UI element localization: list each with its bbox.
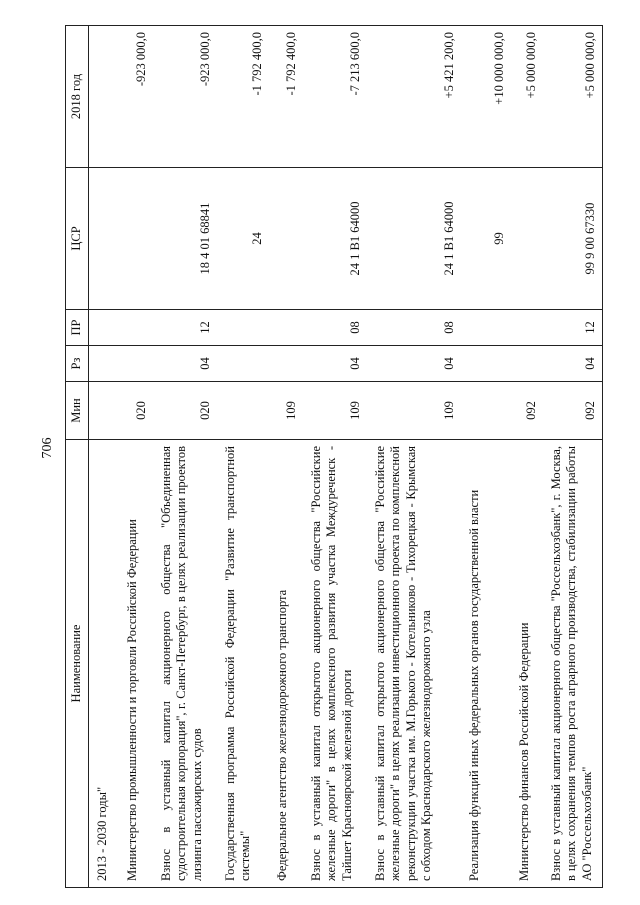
row-sum: +5 000 000,0 [543,26,603,168]
table-row [217,26,269,888]
row-pr [89,310,119,346]
row-csr: 18 4 01 68841 [153,168,217,310]
row-pr: 08 [367,310,461,346]
row-min: 109 [303,382,367,440]
row-rz [119,346,153,382]
row-csr [511,168,543,310]
row-pr: 12 [543,310,603,346]
row-name: Взнос в уставный капитал акционерного общества "Объединенная судостроительная корпорация", г. Санкт-Петербург, в целях реализации проектов лизинга пассажирских судов [153,440,217,888]
row-pr: 08 [303,310,367,346]
budget-table [65,25,603,888]
row-sum: +10 000 000,0 [461,26,511,168]
row-sum: -1 792 400,0 [217,26,269,168]
header-csr: ЦСР [66,168,89,310]
row-sum: +5 000 000,0 [511,26,543,168]
row-csr: 24 [217,168,269,310]
row-min: 092 [543,382,603,440]
row-name: 2013 - 2030 годы" [89,440,119,888]
row-rz [269,346,303,382]
header-rz: Рз [66,346,89,382]
row-rz: 04 [303,346,367,382]
budget-table-container [65,26,598,888]
row-pr [461,310,511,346]
table-row [461,26,511,888]
row-pr: 12 [153,310,217,346]
header-min: Мин [66,382,89,440]
header-year: 2018 год [66,26,89,168]
row-min [217,382,269,440]
row-min: 092 [511,382,543,440]
row-sum: -1 792 400,0 [269,26,303,168]
row-rz: 04 [543,346,603,382]
row-name: Взнос в уставный капитал открытого акционерного общества "Российские железные дороги" в целях реализации инвестиционного проекта по комплексной реконструкции участка им. М.Горького - Котельниково - Тихорецкая - Крымская с обходом Краснодарского железнодорожного узла [367,440,461,888]
row-rz [217,346,269,382]
row-csr: 99 [461,168,511,310]
row-min: 020 [119,382,153,440]
table-row [367,26,461,888]
table-row [511,26,543,888]
row-sum [89,26,119,168]
row-min [89,382,119,440]
row-sum: -7 213 600,0 [303,26,367,168]
row-rz [511,346,543,382]
row-pr [511,310,543,346]
row-rz [461,346,511,382]
row-sum: -923 000,0 [153,26,217,168]
table-row [543,26,603,888]
rotated-page [60,0,640,905]
row-name: Взнос в уставный капитал открытого акционерного общества "Российские железные дороги" в целях комплексного развития участка Междуреченск - Тайшет Красноярской железной дороги [303,440,367,888]
row-csr: 24 1 В1 64000 [303,168,367,310]
row-sum: +5 421 200,0 [367,26,461,168]
row-min [461,382,511,440]
row-min: 020 [153,382,217,440]
row-pr [217,310,269,346]
row-csr [119,168,153,310]
table-row [89,26,119,888]
row-sum: -923 000,0 [119,26,153,168]
row-rz: 04 [153,346,217,382]
row-rz [89,346,119,382]
row-min: 109 [367,382,461,440]
row-name: Федеральное агентство железнодорожного транспорта [269,440,303,888]
row-name: Министерство финансов Российской Федерации [511,440,543,888]
row-name: Взнос в уставный капитал акционерного общества "Россельхозбанк", г. Москва, в целях сохранения темпов роста аграрного производства, стабилизации работы АО "Россельхозбанк" [543,440,603,888]
row-pr [269,310,303,346]
table-row [269,26,303,888]
row-csr [89,168,119,310]
row-csr [269,168,303,310]
page-number: 706 [40,437,55,459]
row-pr [119,310,153,346]
row-name: Реализация функций иных федеральных органов государственной власти [461,440,511,888]
row-rz: 04 [367,346,461,382]
row-csr: 24 1 В1 64000 [367,168,461,310]
row-csr: 99 9 00 67330 [543,168,603,310]
table-row [303,26,367,888]
table-row [153,26,217,888]
table-header-row [66,26,89,888]
header-name: Наименование [66,440,89,888]
row-name: Министерство промышленности и торговли Российской Федерации [119,440,153,888]
table-row [119,26,153,888]
row-min: 109 [269,382,303,440]
row-name: Государственная программа Российской Федерации "Развитие транспортной системы" [217,440,269,888]
header-pr: ПР [66,310,89,346]
